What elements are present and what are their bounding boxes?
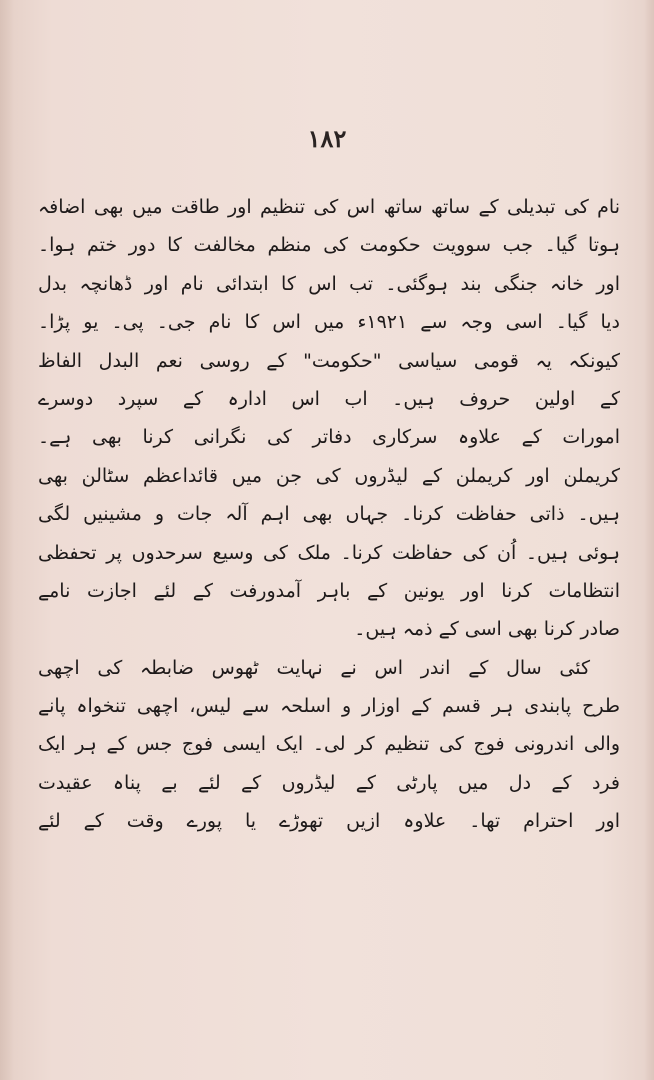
text-line: کیونکہ یہ قومی سیاسی "حکومت" کے روسی نعم البدل الفاظ [38, 349, 620, 372]
text-line: امورات کے علاوہ سرکاری دفاتر کی نگرانی کرنا بھی ہے۔ [38, 426, 620, 449]
text-line: نام کی تبدیلی کے ساتھ ساتھ اس کی تنظیم اور طاقت میں بھی اضافہ [38, 196, 620, 218]
text-line: ہیں۔ ذاتی حفاظت کرنا۔ جہاں بھی اہم آلہ جات و مشینیں لگی [38, 503, 620, 526]
text-line: دیا گیا۔ اسی وجہ سے ۱۹۲۱ء میں اس کا نام جی۔ پی۔ یو پڑا۔ [38, 311, 620, 334]
text-line: اور خانہ جنگی بند ہوگئی۔ تب اس کا ابتدائی نام اور ڈھانچہ بدل [38, 272, 620, 295]
text-line: والی اندرونی فوج کی تنظیم کر لی۔ ایک ایسی فوج جس کے ہر ایک [38, 733, 620, 756]
text-line: ہوتا گیا۔ جب سوویت حکومت کی منظم مخالفت کا دور ختم ہوا۔ [38, 234, 620, 257]
text-line: کریملن اور کریملن کے لیڈروں کی جن میں قائداعظم سٹالن بھی [38, 464, 620, 487]
page-left-edge-shadow [0, 0, 14, 1080]
page-number: ۱۸۲ [307, 124, 347, 153]
text-line-paragraph-end: صادر کرنا بھی اسی کے ذمہ ہیں۔ [354, 618, 620, 641]
text-line: کے اولین حروف ہیں۔ اب اس ادارہ کے سپرد دوسرے [38, 387, 620, 410]
text-line: طرح پابندی ہر قسم کے اوزار و اسلحہ سے لیس، اچھی تنخواہ پانے [38, 695, 620, 718]
text-line-paragraph-start: کئی سال کے اندر اس نے نہایت ٹھوس ضابطہ کی اچھی [38, 656, 590, 679]
body-text [38, 188, 620, 841]
text-line: ہوئی ہیں۔ اُن کی حفاظت کرنا۔ ملک کی وسیع سرحدوں پر تحفظی [38, 541, 620, 564]
text-line: فرد کے دل میں پارٹی کے لیڈروں کے لئے بے پناہ عقیدت [38, 771, 620, 794]
text-line: انتظامات کرنا اور یونین کے باہر آمدورفت کے لئے اجازت نامے [38, 579, 620, 602]
page-right-edge-shadow [644, 0, 654, 1080]
text-line: اور احترام تھا۔ علاوہ ازیں تھوڑے یا پورے وقت کے لئے [38, 810, 620, 833]
